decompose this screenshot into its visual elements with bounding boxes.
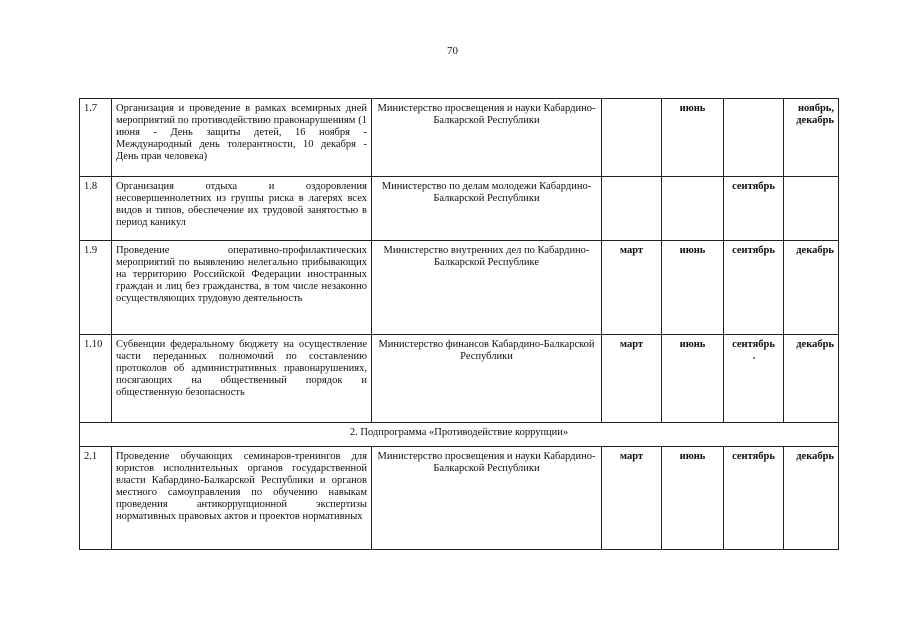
activity-description: Проведение обучающих семинаров-тренингов для юристов исполнительных органов государственной власти Кабардино-Балкарской Республики и органов местного самоуправления по обучению навыкам проведения антикоррупционной экспертизы нормативных правовых актов и проектов нормативных — [112, 447, 372, 550]
row-number: 1.8 — [80, 177, 112, 241]
quarter-2: июнь — [662, 241, 724, 335]
quarter-3: сентябрь — [724, 177, 784, 241]
activity-description: Проведение оперативно-профилактических мероприятий по выявлению нелегально прибывающих на территорию Российской Федерации иностранных граждан и лиц без гражданства, в том числе незаконно осуществляющих трудовую деятельность — [112, 241, 372, 335]
activities-table — [79, 98, 839, 550]
quarter-2: июнь — [662, 335, 724, 423]
table-row — [80, 335, 839, 423]
executor: Министерство просвещения и науки Кабардино-Балкарской Республики — [372, 99, 602, 177]
subprogram-header-row — [80, 423, 839, 447]
row-number: 1.9 — [80, 241, 112, 335]
quarter-3 — [724, 335, 784, 423]
quarter-3-label: сентябрь — [732, 339, 775, 350]
quarter-1: март — [602, 335, 662, 423]
quarter-4: ноябрь, декабрь — [784, 99, 839, 177]
activity-description: Субвенции федеральному бюджету на осуществление части переданных полномочий по составлению протоколов об административных правонарушениях, посягающих на общественный порядок и общественную безопасность — [112, 335, 372, 423]
row-number: 2.1 — [80, 447, 112, 550]
quarter-3: сентябрь — [724, 447, 784, 550]
table-row — [80, 177, 839, 241]
quarter-1 — [602, 99, 662, 177]
executor: Министерство просвещения и науки Кабардино-Балкарской Республики — [372, 447, 602, 550]
quarter-2: июнь — [662, 99, 724, 177]
page-number: 70 — [447, 45, 458, 57]
quarter-4: декабрь — [784, 335, 839, 423]
quarter-4: декабрь — [784, 241, 839, 335]
quarter-3 — [724, 99, 784, 177]
table-row — [80, 447, 839, 550]
quarter-1: март — [602, 447, 662, 550]
executor: Министерство финансов Кабардино-Балкарской Республики — [372, 335, 602, 423]
executor: Министерство внутренних дел по Кабардино-Балкарской Республике — [372, 241, 602, 335]
quarter-1: март — [602, 241, 662, 335]
quarter-4 — [784, 177, 839, 241]
quarter-1 — [602, 177, 662, 241]
table-row — [80, 241, 839, 335]
subprogram-title: 2. Подпрограмма «Противодействие коррупции» — [80, 423, 839, 447]
quarter-4: декабрь — [784, 447, 839, 550]
row-number: 1.10 — [80, 335, 112, 423]
activity-description: Организация отдыха и оздоровления несовершеннолетних из группы риска в лагерях всех видов и типов, обеспечение их трудовой занятостью в период каникул — [112, 177, 372, 241]
quarter-2 — [662, 177, 724, 241]
scan-dot — [753, 357, 755, 359]
quarter-2: июнь — [662, 447, 724, 550]
activity-description: Организация и проведение в рамках всемирных дней мероприятий по противодействию правонарушениям (1 июня - День защиты детей, 16 ноября - Международный день толерантности, 10 декабря - День прав человека) — [112, 99, 372, 177]
row-number: 1.7 — [80, 99, 112, 177]
table-row — [80, 99, 839, 177]
quarter-3: сентябрь — [724, 241, 784, 335]
executor: Министерство по делам молодежи Кабардино-Балкарской Республики — [372, 177, 602, 241]
